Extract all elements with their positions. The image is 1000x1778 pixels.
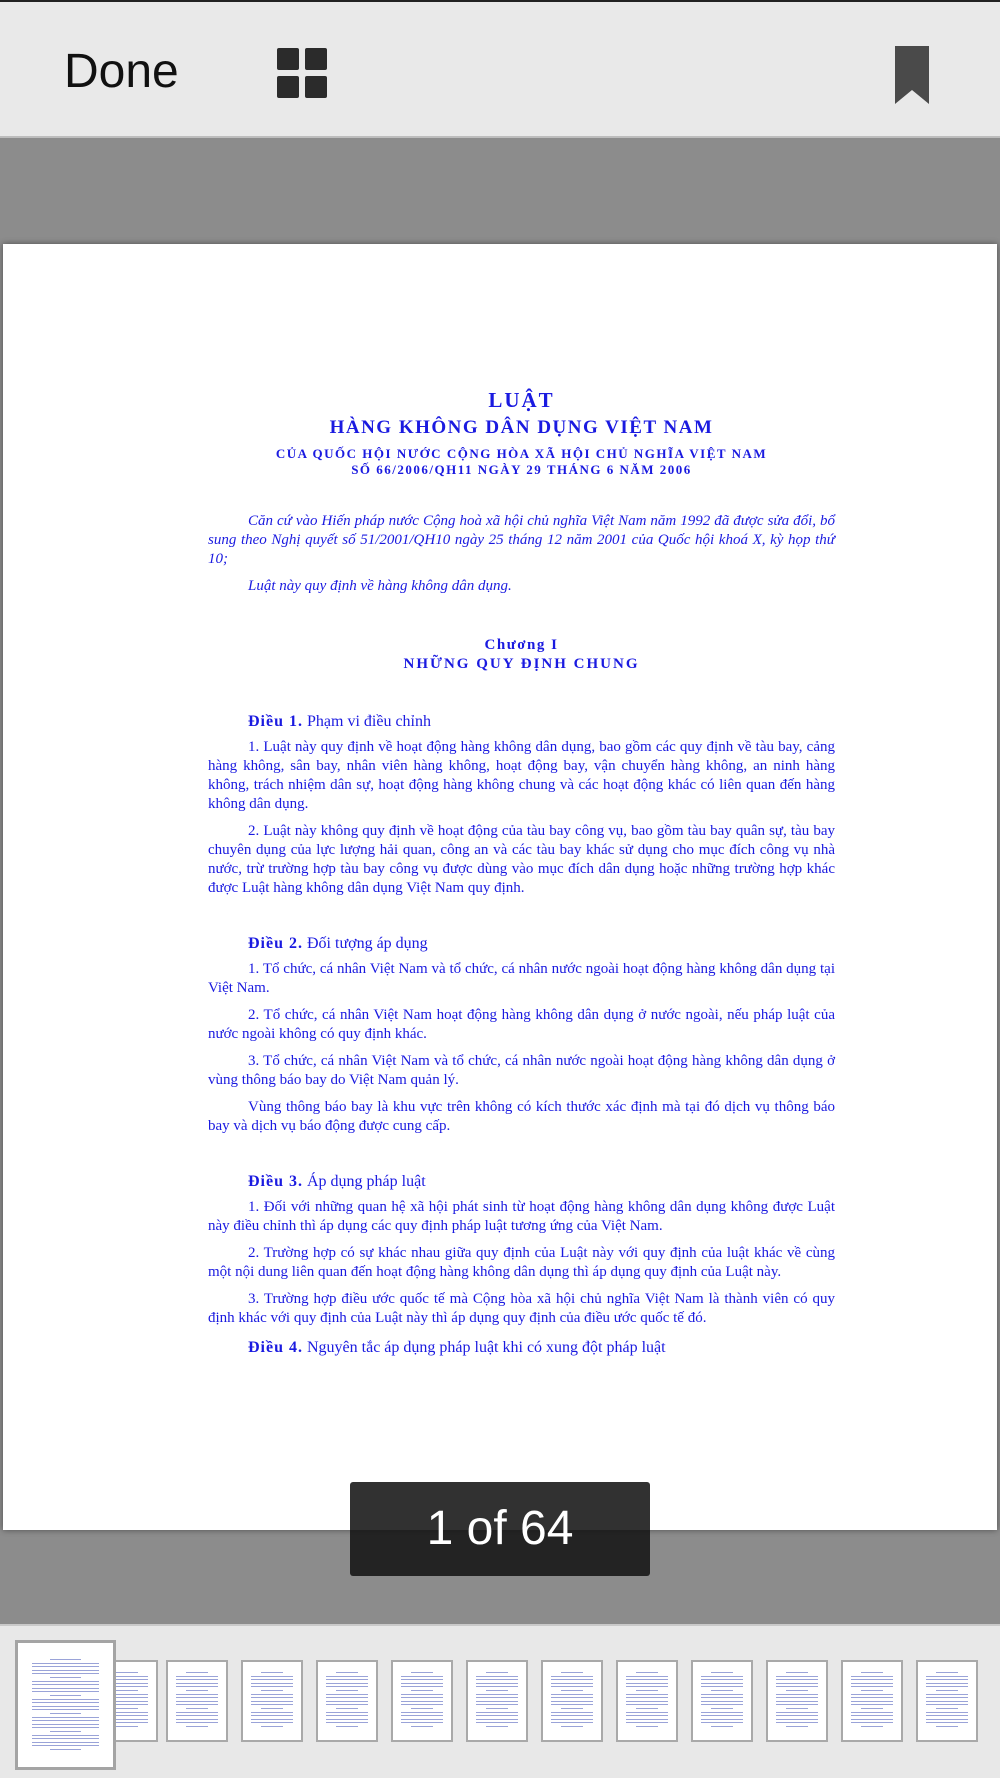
page-indicator: 1 of 64 — [350, 1482, 650, 1576]
thumbnail-text-line — [701, 1719, 743, 1720]
thumbnail-text-line — [701, 1701, 743, 1702]
thumbnail-text-line — [251, 1722, 293, 1723]
thumbnail-text-line — [401, 1722, 443, 1723]
thumbnail-text-line — [261, 1690, 283, 1691]
thumbnail-text-line — [116, 1708, 138, 1709]
thumbnail-text-line — [326, 1683, 368, 1684]
thumbnail-text-line — [32, 1666, 99, 1667]
thumbnail-text-line — [936, 1690, 958, 1691]
thumbnail-text-line — [50, 1677, 81, 1678]
thumbnail-text-line — [401, 1719, 443, 1720]
article-paragraph: Vùng thông báo bay là khu vực trên không có kích thước xác định mà tại đó dịch vụ thông báo bay và dịch vụ báo động được cung cấp. — [208, 1099, 835, 1134]
thumbnail-text-line — [251, 1686, 293, 1687]
thumbnail-text-line — [551, 1679, 593, 1680]
thumbnail-text-line — [32, 1691, 99, 1692]
thumbnail-text-line — [476, 1715, 518, 1716]
thumbnail-text-line — [32, 1670, 99, 1671]
thumbnail-text-line — [186, 1672, 208, 1673]
thumbnail-text-line — [261, 1726, 283, 1727]
thumbnail-text-line — [851, 1704, 893, 1705]
thumbnail-text-line — [551, 1719, 593, 1720]
thumbnail-text-line — [551, 1694, 593, 1695]
thumbnail-text-line — [851, 1712, 893, 1713]
thumbnail-text-line — [32, 1688, 99, 1689]
thumbnail-text-line — [776, 1701, 818, 1702]
thumbnail-text-line — [851, 1679, 893, 1680]
thumbnail-text-line — [32, 1702, 99, 1703]
thumbnail-text-line — [926, 1715, 968, 1716]
thumbnail-text-line — [186, 1690, 208, 1691]
thumbnail-text-line — [326, 1686, 368, 1687]
thumbnail-text-line — [116, 1690, 138, 1691]
thumbnail-text-line — [701, 1686, 743, 1687]
thumbnail-text-line — [551, 1722, 593, 1723]
thumbnail-text-line — [401, 1715, 443, 1716]
article-paragraph: 2. Trường hợp có sự khác nhau giữa quy định của Luật này với quy định của luật khác về cùng một nội dung liên quan đến hoạt động hàng không dân dụng thì áp dụng quy định của Luật này. — [208, 1245, 835, 1280]
thumbnail-text-line — [561, 1708, 583, 1709]
thumbnail-text-line — [551, 1704, 593, 1705]
thumbnail-text-line — [176, 1679, 218, 1680]
thumbnail-text-line — [851, 1701, 893, 1702]
thumbnail-text-line — [176, 1697, 218, 1698]
thumbnail-text-line — [411, 1708, 433, 1709]
thumbnail-text-line — [336, 1672, 358, 1673]
thumbnail-text-line — [626, 1715, 668, 1716]
thumbnail-text-line — [776, 1686, 818, 1687]
thumbnail-text-line — [32, 1742, 99, 1743]
thumbnail-text-line — [251, 1712, 293, 1713]
thumbnail-text-line — [626, 1676, 668, 1677]
thumbnail-text-line — [776, 1694, 818, 1695]
thumbnail-text-line — [186, 1726, 208, 1727]
thumbnail-text-line — [851, 1676, 893, 1677]
thumbnail-text-line — [32, 1735, 99, 1736]
thumbnail-text-line — [701, 1715, 743, 1716]
thumbnail-text-line — [701, 1704, 743, 1705]
thumbnail-text-line — [326, 1715, 368, 1716]
thumbnail-text-line — [551, 1715, 593, 1716]
thumbnail-text-line — [176, 1694, 218, 1695]
thumbnail-text-line — [336, 1690, 358, 1691]
thumbnail-text-line — [776, 1683, 818, 1684]
thumbnail-text-line — [411, 1726, 433, 1727]
thumbnail-text-line — [861, 1690, 883, 1691]
thumbnail-text-line — [176, 1719, 218, 1720]
thumbnail-text-line — [476, 1683, 518, 1684]
thumbnail-text-line — [401, 1701, 443, 1702]
thumbnail-text-line — [251, 1719, 293, 1720]
thumbnail-text-line — [551, 1712, 593, 1713]
thumbnail-text-line — [551, 1683, 593, 1684]
thumbnail-text-line — [326, 1719, 368, 1720]
thumbnail-text-line — [626, 1701, 668, 1702]
document-content — [208, 386, 835, 1364]
thumbnail-text-line — [926, 1719, 968, 1720]
thumbnail-text-line — [936, 1726, 958, 1727]
thumbnail-text-line — [851, 1697, 893, 1698]
page-thumbnail[interactable] — [541, 1660, 603, 1742]
thumbnail-text-line — [786, 1708, 808, 1709]
thumbnail-text-line — [926, 1694, 968, 1695]
thumbnail-text-line — [411, 1672, 433, 1673]
done-button[interactable]: Done — [64, 45, 179, 98]
thumbnail-text-line — [476, 1704, 518, 1705]
thumbnail-text-line — [401, 1697, 443, 1698]
thumbnail-text-line — [701, 1694, 743, 1695]
thumbnail-text-line — [776, 1697, 818, 1698]
thumbnail-text-line — [926, 1683, 968, 1684]
thumbnail-text-line — [626, 1697, 668, 1698]
chapter-number: Chương I — [484, 637, 559, 653]
thumbnail-text-line — [926, 1679, 968, 1680]
thumbnail-text-line — [401, 1683, 443, 1684]
thumbnail-text-line — [701, 1697, 743, 1698]
thumbnail-text-line — [626, 1683, 668, 1684]
thumbnail-text-line — [401, 1679, 443, 1680]
thumbnail-text-line — [176, 1715, 218, 1716]
thumbnail-text-line — [326, 1704, 368, 1705]
thumbnail-text-line — [32, 1663, 99, 1664]
thumbnail-text-line — [926, 1697, 968, 1698]
page-thumbnail[interactable] — [766, 1660, 828, 1742]
thumbnail-strip[interactable] — [0, 1624, 1000, 1778]
thumbnail-text-line — [251, 1715, 293, 1716]
thumbnail-text-line — [626, 1694, 668, 1695]
thumbnail-text-line — [851, 1694, 893, 1695]
thumbnail-text-line — [32, 1673, 99, 1674]
thumbnail-text-line — [32, 1681, 99, 1682]
thumbnail-text-line — [50, 1713, 81, 1714]
article-heading: Điều 4. Nguyên tắc áp dụng pháp luật khi có xung đột pháp luật — [248, 1339, 666, 1356]
article-paragraph: 2. Tổ chức, cá nhân Việt Nam hoạt động hàng không dân dụng ở nước ngoài, nếu pháp luật của nước ngoài không có quy định khác. — [208, 1007, 835, 1042]
thumbnail-text-line — [251, 1697, 293, 1698]
thumbnail-text-line — [926, 1712, 968, 1713]
article-heading: Điều 2. Đối tượng áp dụng — [248, 935, 428, 952]
thumbnail-text-line — [476, 1722, 518, 1723]
doc-subtitle: HÀNG KHÔNG DÂN DỤNG VIỆT NAM — [329, 417, 714, 438]
thumbnail-text-line — [116, 1726, 138, 1727]
thumbnail-text-line — [776, 1719, 818, 1720]
thumbnail-text-line — [711, 1690, 733, 1691]
thumbnail-text-line — [701, 1679, 743, 1680]
thumbnail-text-line — [486, 1708, 508, 1709]
thumbnail-text-line — [701, 1712, 743, 1713]
page-thumbnail[interactable] — [166, 1660, 228, 1742]
thumbnail-text-line — [476, 1697, 518, 1698]
doc-issuer: CỦA QUỐC HỘI NƯỚC CỘNG HÒA XÃ HỘI CHỦ NGHĨA VIỆT NAM — [275, 446, 768, 461]
thumbnail-text-line — [32, 1709, 99, 1710]
thumbnail-text-line — [32, 1717, 99, 1718]
thumbnail-text-line — [251, 1704, 293, 1705]
thumbnail-text-line — [786, 1690, 808, 1691]
thumbnail-text-line — [326, 1697, 368, 1698]
thumbnail-text-line — [626, 1722, 668, 1723]
thumbnail-text-line — [251, 1679, 293, 1680]
thumbnail-text-line — [326, 1722, 368, 1723]
thumbnail-text-line — [32, 1727, 99, 1728]
thumbnail-text-line — [486, 1690, 508, 1691]
thumbnail-text-line — [636, 1708, 658, 1709]
thumbnail-text-line — [626, 1719, 668, 1720]
thumbnail-text-line — [251, 1683, 293, 1684]
thumbnail-text-line — [401, 1712, 443, 1713]
preamble-paragraph: Căn cứ vào Hiến pháp nước Cộng hoà xã hội chủ nghĩa Việt Nam năm 1992 đã được sửa đổi, bổ sung theo Nghị quyết số 51/2001/QH10 ngày 25 tháng 12 năm 2001 của Quốc hội khoá X, kỳ họp thứ 10; — [208, 513, 835, 567]
thumbnail-text-line — [626, 1679, 668, 1680]
thumbnail-text-line — [701, 1676, 743, 1677]
page-thumbnail[interactable] — [466, 1660, 528, 1742]
thumbnail-text-line — [851, 1722, 893, 1723]
thumbnail-text-line — [711, 1672, 733, 1673]
document-page — [3, 244, 997, 1530]
thumbnail-text-line — [561, 1726, 583, 1727]
thumbnail-text-line — [326, 1676, 368, 1677]
thumbnail-text-line — [176, 1722, 218, 1723]
thumbnail-text-line — [251, 1701, 293, 1702]
thumbnail-text-line — [551, 1701, 593, 1702]
thumbnail-text-line — [551, 1676, 593, 1677]
thumbnail-text-line — [861, 1726, 883, 1727]
thumbnail-text-line — [636, 1726, 658, 1727]
thumbnail-text-line — [636, 1690, 658, 1691]
thumbnail-text-line — [551, 1697, 593, 1698]
thumbnail-text-line — [411, 1690, 433, 1691]
thumbnail-text-line — [261, 1672, 283, 1673]
thumbnail-text-line — [926, 1686, 968, 1687]
article-paragraph: 3. Tổ chức, cá nhân Việt Nam và tổ chức, cá nhân nước ngoài hoạt động hàng không dân dụng ở vùng thông báo bay do Việt Nam quản lý. — [208, 1053, 835, 1088]
thumbnail-text-line — [476, 1694, 518, 1695]
grid-icon[interactable] — [277, 48, 329, 100]
thumbnail-text-line — [851, 1715, 893, 1716]
thumbnail-text-line — [176, 1683, 218, 1684]
page-thumbnail[interactable] — [841, 1660, 903, 1742]
current-page-thumbnail[interactable] — [15, 1640, 116, 1770]
thumbnail-text-line — [476, 1676, 518, 1677]
thumbnail-text-line — [861, 1708, 883, 1709]
thumbnail-text-line — [251, 1694, 293, 1695]
thumbnail-text-line — [936, 1708, 958, 1709]
bookmark-icon[interactable] — [895, 46, 929, 104]
chapter-title: NHỮNG QUY ĐỊNH CHUNG — [403, 656, 640, 672]
thumbnail-text-line — [926, 1722, 968, 1723]
thumbnail-text-line — [401, 1676, 443, 1677]
thumbnail-text-line — [186, 1708, 208, 1709]
thumbnail-text-line — [851, 1719, 893, 1720]
page-thumbnail[interactable] — [391, 1660, 453, 1742]
thumbnail-text-line — [32, 1738, 99, 1739]
document-viewer[interactable] — [0, 138, 1000, 1624]
thumbnail-text-line — [401, 1694, 443, 1695]
thumbnail-text-line — [561, 1690, 583, 1691]
thumbnail-text-line — [926, 1704, 968, 1705]
thumbnail-text-line — [176, 1701, 218, 1702]
thumbnail-text-line — [711, 1726, 733, 1727]
thumbnail-text-line — [626, 1686, 668, 1687]
thumbnail-text-line — [851, 1683, 893, 1684]
thumbnail-text-line — [786, 1726, 808, 1727]
thumbnail-text-line — [926, 1676, 968, 1677]
thumbnail-text-line — [776, 1715, 818, 1716]
thumbnail-text-line — [50, 1749, 81, 1750]
thumbnail-text-line — [32, 1720, 99, 1721]
doc-number: SỐ 66/2006/QH11 NGÀY 29 THÁNG 6 NĂM 2006 — [351, 462, 692, 477]
preamble-paragraph: Luật này quy định về hàng không dân dụng. — [248, 578, 512, 594]
thumbnail-text-line — [32, 1699, 99, 1700]
thumbnail-text-line — [261, 1708, 283, 1709]
thumbnail-text-line — [476, 1701, 518, 1702]
thumbnail-text-line — [551, 1686, 593, 1687]
thumbnail-text-line — [776, 1676, 818, 1677]
article-paragraph: 2. Luật này không quy định về hoạt động của tàu bay công vụ, bao gồm tàu bay quân sự, tàu bay chuyên dụng của lực lượng hải quan, công an và các tàu bay khác sử dụng cho mục đích công vụ nhà nước, trừ trường hợp tàu bay công vụ được dùng vào mục đích dân dụng hoặc những trường hợp khác được Luật hàng không dân dụng Việt Nam quy định. — [208, 823, 835, 896]
thumbnail-text-line — [776, 1679, 818, 1680]
page-thumbnail[interactable] — [241, 1660, 303, 1742]
thumbnail-text-line — [861, 1672, 883, 1673]
thumbnail-text-line — [851, 1686, 893, 1687]
thumbnail-text-line — [476, 1719, 518, 1720]
thumbnail-text-line — [326, 1712, 368, 1713]
thumbnail-text-line — [776, 1712, 818, 1713]
thumbnail-text-line — [176, 1712, 218, 1713]
page-thumbnail[interactable] — [316, 1660, 378, 1742]
thumbnail-text-line — [336, 1708, 358, 1709]
thumbnail-text-line — [776, 1704, 818, 1705]
thumbnail-text-line — [336, 1726, 358, 1727]
thumbnail-text-line — [486, 1672, 508, 1673]
thumbnail-text-line — [476, 1712, 518, 1713]
thumbnail-text-line — [626, 1704, 668, 1705]
thumbnail-text-line — [32, 1684, 99, 1685]
thumbnail-text-line — [50, 1731, 81, 1732]
thumbnail-text-line — [701, 1683, 743, 1684]
thumbnail-text-line — [32, 1745, 99, 1746]
thumbnail-text-line — [786, 1672, 808, 1673]
thumbnail-text-line — [50, 1659, 81, 1660]
thumbnail-text-line — [50, 1695, 81, 1696]
thumbnail-text-line — [326, 1701, 368, 1702]
article-heading: Điều 1. Phạm vi điều chỉnh — [248, 713, 431, 730]
thumbnail-text-line — [326, 1679, 368, 1680]
thumbnail-text-line — [776, 1722, 818, 1723]
top-toolbar — [0, 0, 1000, 138]
thumbnail-text-line — [476, 1686, 518, 1687]
thumbnail-text-line — [936, 1672, 958, 1673]
thumbnail-text-line — [176, 1686, 218, 1687]
thumbnail-text-line — [176, 1704, 218, 1705]
thumbnail-text-line — [251, 1676, 293, 1677]
thumbnail-text-line — [116, 1672, 138, 1673]
thumbnail-text-line — [32, 1724, 99, 1725]
thumbnail-text-line — [326, 1694, 368, 1695]
thumbnail-text-line — [32, 1706, 99, 1707]
thumbnail-text-line — [926, 1701, 968, 1702]
doc-title: LUẬT — [488, 388, 555, 412]
page-thumbnail[interactable] — [691, 1660, 753, 1742]
page-thumbnail[interactable] — [916, 1660, 978, 1742]
thumbnail-text-line — [711, 1708, 733, 1709]
thumbnail-text-line — [626, 1712, 668, 1713]
thumbnail-text-line — [701, 1722, 743, 1723]
article-paragraph: 1. Luật này quy định về hoạt động hàng không dân dụng, bao gồm các quy định về tàu bay, cảng hàng không, sân bay, nhân viên hàng không, hoạt động bay, vận chuyển hàng không, an ninh hàng không, trách nhiệm dân sự, hoạt động hàng không chung và các hoạt động khác có liên quan đến hàng không dân dụng. — [208, 739, 835, 812]
article-paragraph: 1. Tổ chức, cá nhân Việt Nam và tổ chức, cá nhân nước ngoài hoạt động hàng không dân dụng tại Việt Nam. — [208, 961, 835, 996]
thumbnail-text-line — [486, 1726, 508, 1727]
thumbnail-text-line — [561, 1672, 583, 1673]
thumbnail-text-line — [476, 1679, 518, 1680]
article-paragraph: 3. Trường hợp điều ước quốc tế mà Cộng hòa xã hội chủ nghĩa Việt Nam là thành viên có quy định khác với quy định của Luật này thì áp dụng quy định của điều ước quốc tế đó. — [208, 1291, 835, 1326]
thumbnail-text-line — [636, 1672, 658, 1673]
article-heading: Điều 3. Áp dụng pháp luật — [248, 1173, 426, 1190]
page-thumbnail[interactable] — [616, 1660, 678, 1742]
article-paragraph: 1. Đối với những quan hệ xã hội phát sinh từ hoạt động hàng không dân dụng không được Luật này điều chỉnh thì áp dụng các quy định pháp luật tương ứng của Việt Nam. — [208, 1199, 835, 1234]
thumbnail-text-line — [401, 1686, 443, 1687]
thumbnail-text-line — [176, 1676, 218, 1677]
thumbnail-text-line — [401, 1704, 443, 1705]
